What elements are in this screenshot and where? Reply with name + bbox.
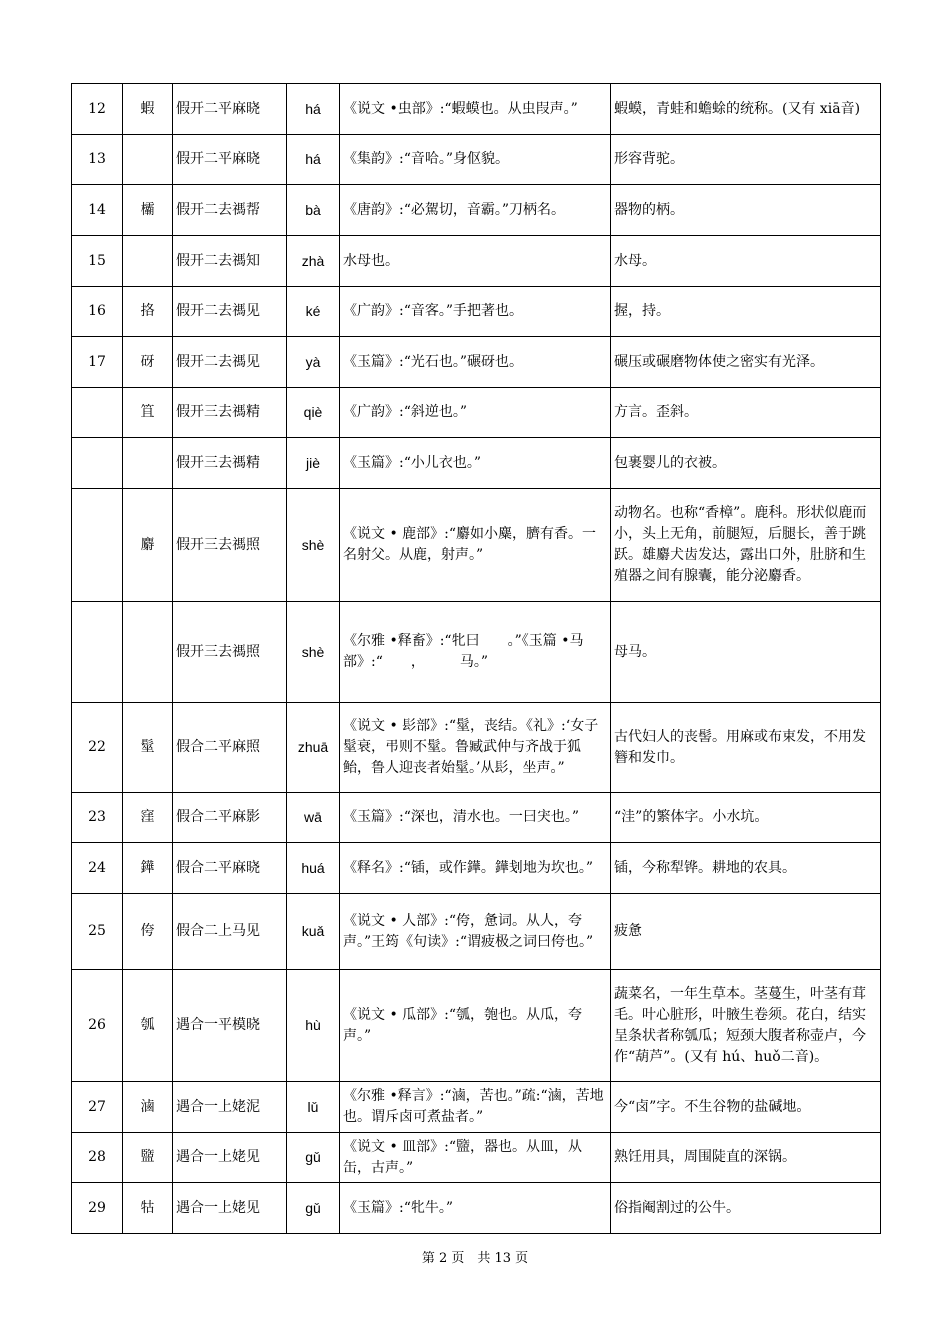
table-body	[72, 84, 881, 1234]
source-citation-cell: 《广韵》:“音客。”手把著也。	[340, 287, 611, 337]
rhyme-category-cell: 假开三去禡照	[173, 489, 287, 602]
rhyme-category-cell: 遇合一上姥泥	[173, 1082, 287, 1133]
table-row	[72, 185, 881, 236]
meaning-cell: 俗指阉割过的公牛。	[611, 1183, 881, 1234]
pinyin-cell: há	[287, 135, 340, 185]
meaning-cell: 锸，今称犁铧。耕地的农具。	[611, 843, 881, 894]
character-cell: 窪	[123, 793, 173, 843]
rhyme-category-cell: 假开二去禡帮	[173, 185, 287, 236]
pinyin-cell: lǔ	[287, 1082, 340, 1133]
table-row	[72, 236, 881, 287]
source-citation-cell: 水母也。	[340, 236, 611, 287]
meaning-cell: “洼”的繁体字。小水坑。	[611, 793, 881, 843]
rhyme-category-cell: 假开二去禡见	[173, 337, 287, 388]
table-row	[72, 337, 881, 388]
pinyin-cell: bà	[287, 185, 340, 236]
rhyme-category-cell: 假合二平麻晓	[173, 843, 287, 894]
table-row	[72, 894, 881, 970]
character-cell: 欛	[123, 185, 173, 236]
row-number-cell: 28	[72, 1133, 123, 1183]
pinyin-cell: jiè	[287, 438, 340, 489]
source-citation-cell: 《说文 • 瓜部》:“瓠，匏也。从瓜，夸声。”	[340, 970, 611, 1082]
table-row	[72, 843, 881, 894]
character-cell: 盬	[123, 1133, 173, 1183]
table-row	[72, 703, 881, 793]
source-citation-cell: 《玉篇》:“光石也。”碾砑也。	[340, 337, 611, 388]
table-row	[72, 1183, 881, 1234]
row-number-cell: 17	[72, 337, 123, 388]
table-row	[72, 602, 881, 703]
character-table	[71, 83, 881, 1234]
rhyme-category-cell: 假开三去禡照	[173, 602, 287, 703]
row-number-cell: 16	[72, 287, 123, 337]
character-cell	[123, 602, 173, 703]
pinyin-cell: wā	[287, 793, 340, 843]
row-number-cell: 22	[72, 703, 123, 793]
meaning-cell: 熟饪用具，周围陡直的深锅。	[611, 1133, 881, 1183]
row-number-cell	[72, 438, 123, 489]
table-row	[72, 438, 881, 489]
meaning-cell: 动物名。也称“香樟”。鹿科。形状似鹿而小，头上无角，前腿短，后腿长，善于跳跃。雄麝犬齿发达，露出口外，肚脐和生殖器之间有腺囊，能分泌麝香。	[611, 489, 881, 602]
character-cell: 牯	[123, 1183, 173, 1234]
rhyme-category-cell: 假开三去禡精	[173, 388, 287, 438]
rhyme-category-cell: 遇合一上姥见	[173, 1183, 287, 1234]
character-cell: 鏵	[123, 843, 173, 894]
source-citation-cell: 《玉篇》:“小儿衣也。”	[340, 438, 611, 489]
table-row	[72, 793, 881, 843]
meaning-cell: 方言。歪斜。	[611, 388, 881, 438]
meaning-cell: 器物的柄。	[611, 185, 881, 236]
pinyin-cell: gǔ	[287, 1183, 340, 1234]
table-row	[72, 84, 881, 135]
source-citation-cell: 《说文 •虫部》:“蝦蟆也。从虫叚声。”	[340, 84, 611, 135]
row-number-cell	[72, 489, 123, 602]
pinyin-cell: kuǎ	[287, 894, 340, 970]
meaning-cell: 今“卤”字。不生谷物的盐碱地。	[611, 1082, 881, 1133]
table-row	[72, 135, 881, 185]
rhyme-category-cell: 假开三去禡精	[173, 438, 287, 489]
source-citation-cell: 《说文 • 人部》:“侉，惫词。从人，夸声。”王筠《句读》:“谓疲极之词曰侉也。”	[340, 894, 611, 970]
source-citation-cell: 《广韵》:“斜逆也。”	[340, 388, 611, 438]
meaning-cell: 水母。	[611, 236, 881, 287]
rhyme-category-cell: 假开二去禡知	[173, 236, 287, 287]
source-citation-cell: 《玉篇》:“深也，清水也。一曰宊也。”	[340, 793, 611, 843]
pinyin-cell: há	[287, 84, 340, 135]
pinyin-cell: zhà	[287, 236, 340, 287]
row-number-cell: 24	[72, 843, 123, 894]
source-citation-cell: 《尔雅 •释畜》:“牝曰 。”《玉篇 •马部》:“ ， 马。”	[340, 602, 611, 703]
pinyin-cell: shè	[287, 489, 340, 602]
table-row	[72, 489, 881, 602]
pinyin-cell: qiè	[287, 388, 340, 438]
character-cell	[123, 135, 173, 185]
rhyme-category-cell: 假合二上马见	[173, 894, 287, 970]
source-citation-cell: 《说文 • 皿部》:“盬，器也。从皿，从缶，古声。”	[340, 1133, 611, 1183]
pinyin-cell: ké	[287, 287, 340, 337]
row-number-cell: 14	[72, 185, 123, 236]
row-number-cell: 29	[72, 1183, 123, 1234]
rhyme-category-cell: 遇合一平模晓	[173, 970, 287, 1082]
row-number-cell: 26	[72, 970, 123, 1082]
meaning-cell: 形容背驼。	[611, 135, 881, 185]
rhyme-category-cell: 假开二平麻晓	[173, 135, 287, 185]
source-citation-cell: 《唐韵》:“必駕切，音霸。”刀柄名。	[340, 185, 611, 236]
row-number-cell: 12	[72, 84, 123, 135]
row-number-cell	[72, 602, 123, 703]
character-cell: 麝	[123, 489, 173, 602]
source-citation-cell: 《说文 • 鹿部》:“麝如小麋，臍有香。一名射父。从鹿，射声。”	[340, 489, 611, 602]
pinyin-cell: zhuā	[287, 703, 340, 793]
source-citation-cell: 《尔雅 •释言》:“滷，苦也。”疏:“滷，苦地也。谓斥卤可煮盐者。”	[340, 1082, 611, 1133]
meaning-cell: 包裹婴儿的衣被。	[611, 438, 881, 489]
meaning-cell: 母马。	[611, 602, 881, 703]
rhyme-category-cell: 假合二平麻照	[173, 703, 287, 793]
source-citation-cell: 《集韵》:“音哈。”身伛貌。	[340, 135, 611, 185]
row-number-cell: 13	[72, 135, 123, 185]
rhyme-category-cell: 假合二平麻影	[173, 793, 287, 843]
source-citation-cell: 《玉篇》:“牝牛。”	[340, 1183, 611, 1234]
character-cell: 砑	[123, 337, 173, 388]
character-cell: 挌	[123, 287, 173, 337]
character-cell: 滷	[123, 1082, 173, 1133]
pinyin-cell: shè	[287, 602, 340, 703]
row-number-cell: 25	[72, 894, 123, 970]
rhyme-category-cell: 假开二去禡见	[173, 287, 287, 337]
table-row	[72, 970, 881, 1082]
row-number-cell: 23	[72, 793, 123, 843]
character-cell: 蝦	[123, 84, 173, 135]
pinyin-cell: huá	[287, 843, 340, 894]
meaning-cell: 握，持。	[611, 287, 881, 337]
pinyin-cell: yà	[287, 337, 340, 388]
character-cell: 髽	[123, 703, 173, 793]
row-number-cell: 15	[72, 236, 123, 287]
meaning-cell: 古代妇人的丧髻。用麻或布束发，不用发簪和发巾。	[611, 703, 881, 793]
source-citation-cell: 《释名》:“锸，或作鏵。鏵刬地为坎也。”	[340, 843, 611, 894]
character-cell: 笡	[123, 388, 173, 438]
character-cell: 侉	[123, 894, 173, 970]
meaning-cell: 蝦蟆，青蛙和蟾蜍的统称。(又有 xiā音)	[611, 84, 881, 135]
table-row	[72, 1133, 881, 1183]
rhyme-category-cell: 遇合一上姥见	[173, 1133, 287, 1183]
table-row	[72, 388, 881, 438]
table-row	[72, 287, 881, 337]
rhyme-category-cell: 假开二平麻晓	[173, 84, 287, 135]
table-row	[72, 1082, 881, 1133]
page-footer: 第 2 页 共 13 页	[421, 1251, 529, 1266]
meaning-cell: 蔬菜名，一年生草本。茎蔓生，叶茎有茸毛。叶心脏形，叶腋生卷须。花白，结实呈条状者称瓠瓜；短颈大腹者称壶卢，今作“葫芦”。(又有 hú、huǒ二音)。	[611, 970, 881, 1082]
pinyin-cell: hù	[287, 970, 340, 1082]
pinyin-cell: gǔ	[287, 1133, 340, 1183]
source-citation-cell: 《说文 • 髟部》:“髽，丧结。《礼》:‘女子髽衰，弔则不髽。鲁臧武仲与齐战于狐鲐，鲁人迎丧者始髽。’从髟，坐声。”	[340, 703, 611, 793]
character-cell	[123, 438, 173, 489]
character-cell: 瓠	[123, 970, 173, 1082]
row-number-cell	[72, 388, 123, 438]
meaning-cell: 疲惫	[611, 894, 881, 970]
row-number-cell: 27	[72, 1082, 123, 1133]
character-cell	[123, 236, 173, 287]
meaning-cell: 碾压或碾磨物体使之密实有光泽。	[611, 337, 881, 388]
